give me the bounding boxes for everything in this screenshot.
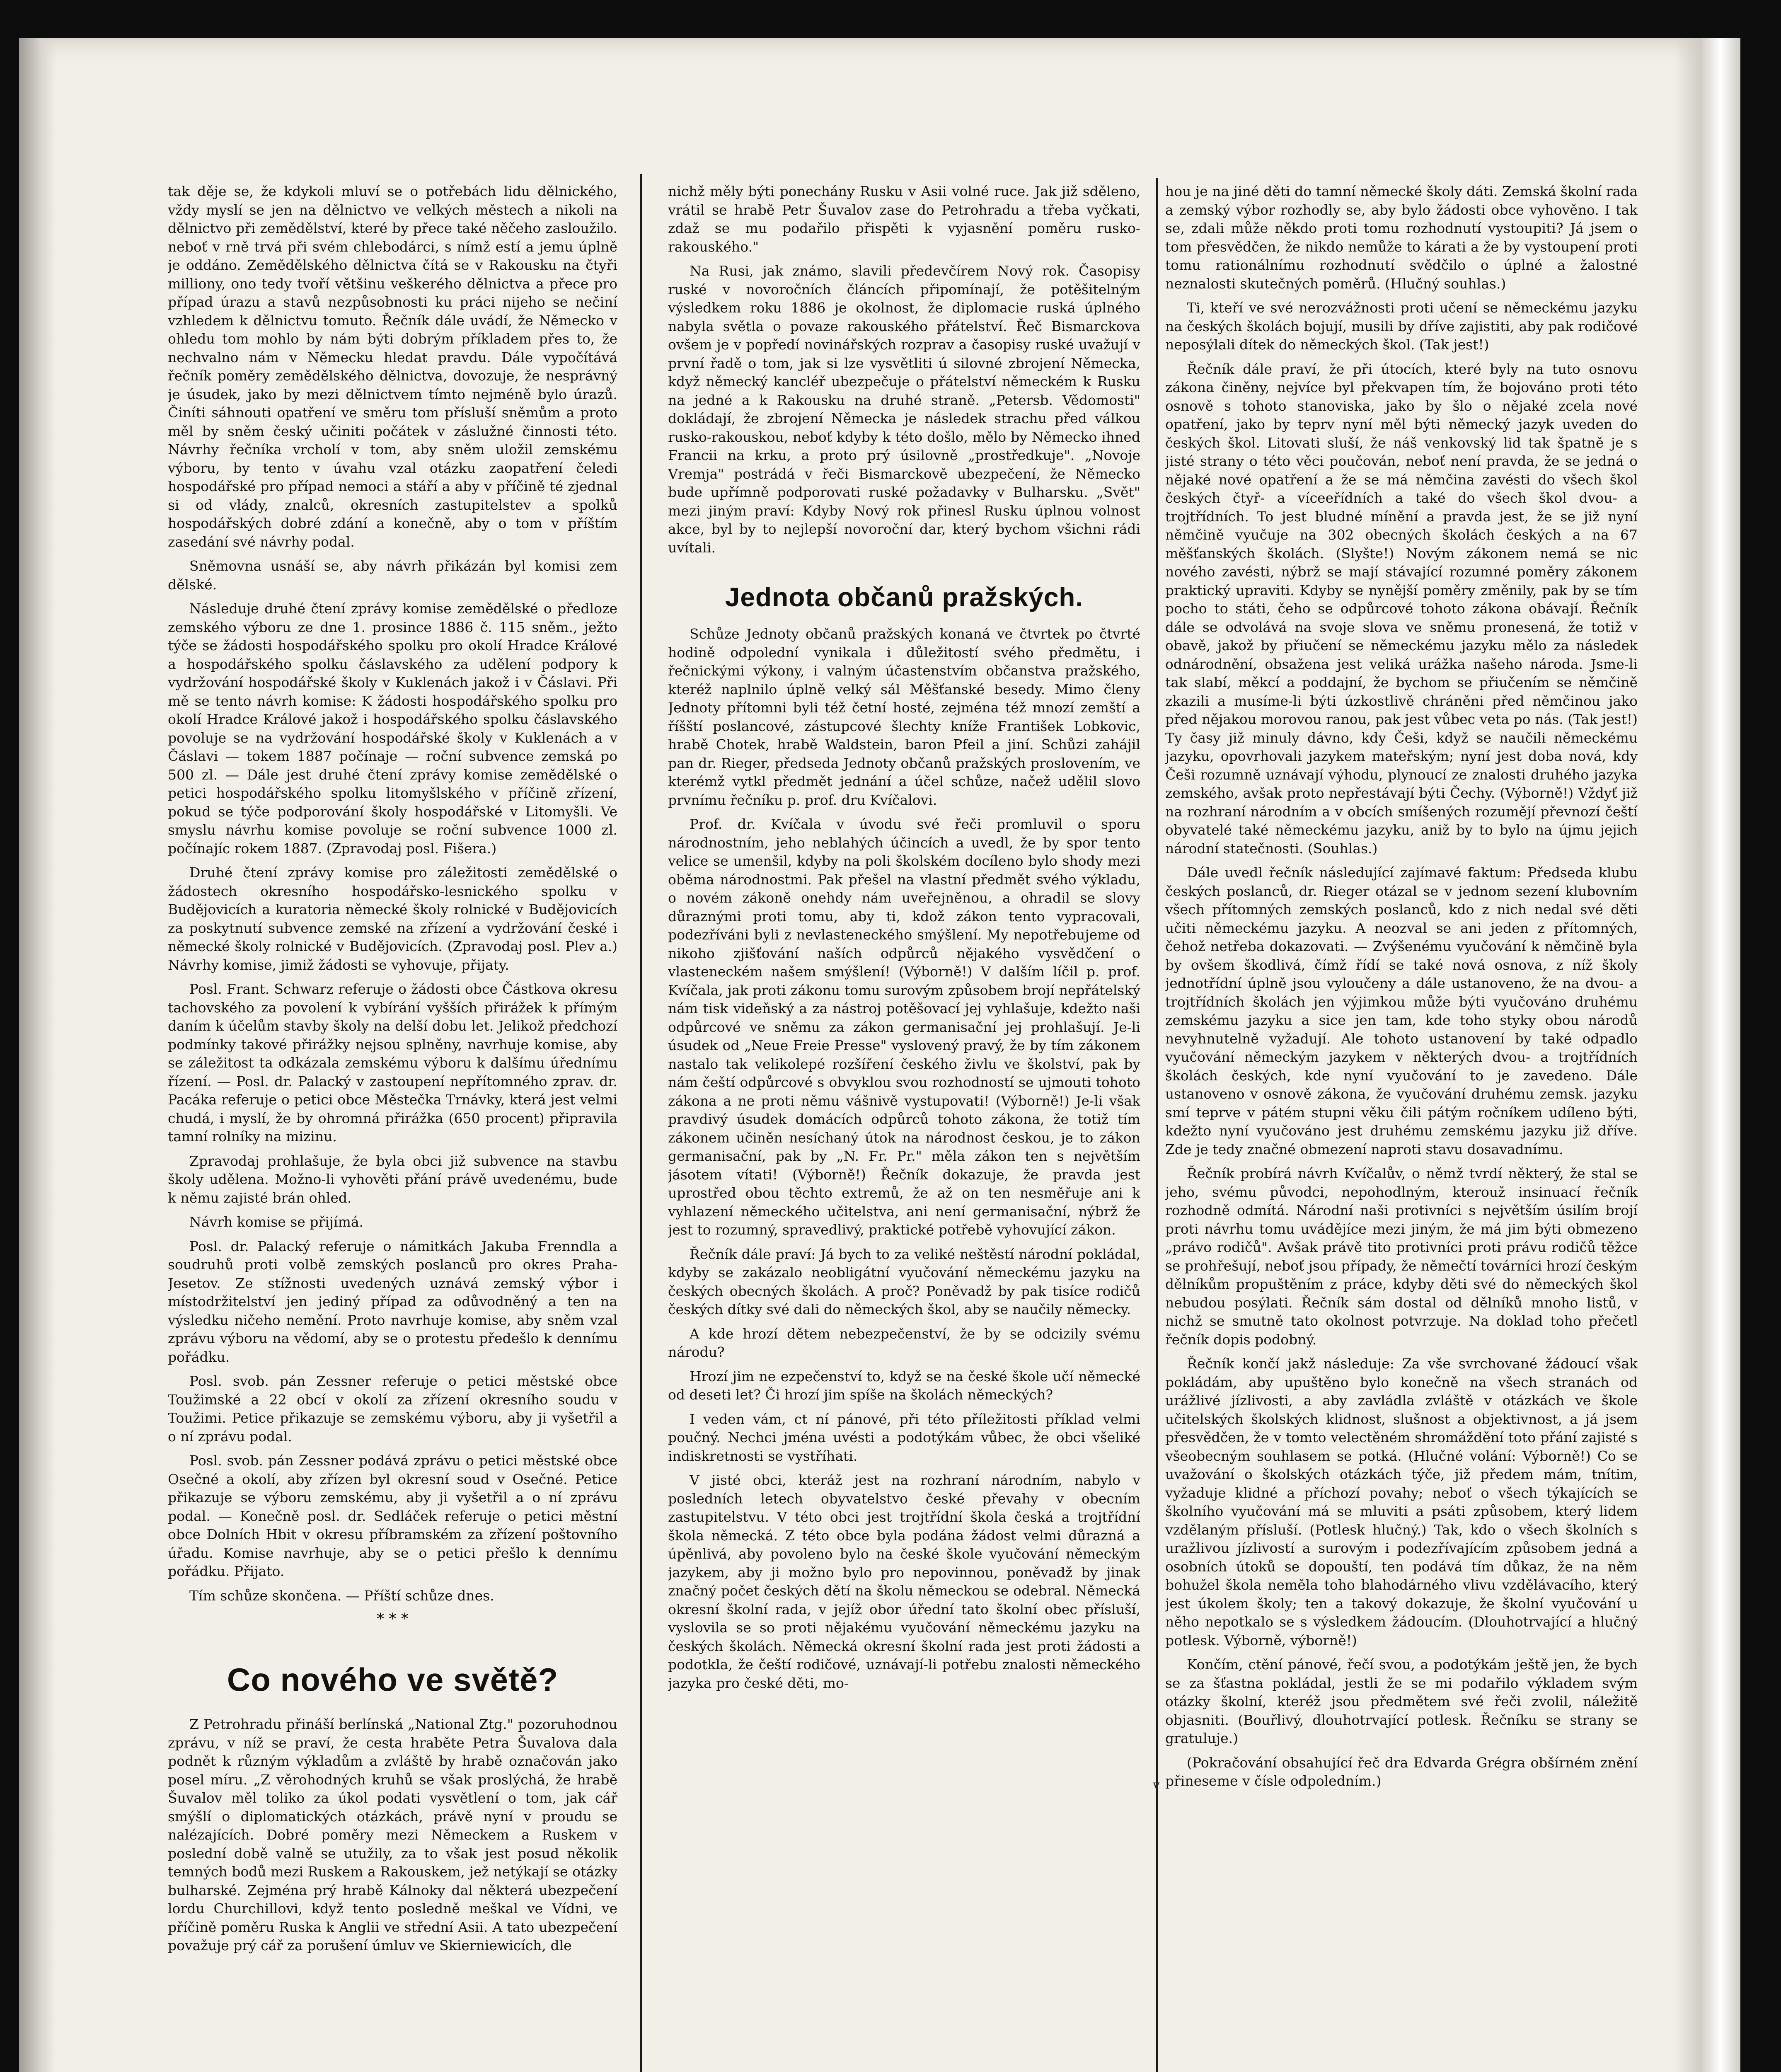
article-paragraph: Návrh komise se přijímá. xyxy=(189,1214,364,1230)
article-paragraph: A kde hrozí dětem nebezpečenství, že by se odcizily svému národu? xyxy=(668,1325,1140,1360)
section-heading-jednota: Jednota občanů pražských. xyxy=(725,582,1084,612)
article-paragraph: Zpravodaj prohlašuje, že byla obci již subvence na stavbu školy udělena. Možno-li vyhověti přání právě uvedenému, bude k němu zajisté brán ohled. xyxy=(168,1152,617,1206)
article-paragraph: (Pokračování obsahující řeč dra Edvarda Grégra obšírném znění přineseme v čísle odpoledním.) xyxy=(1165,1754,1638,1789)
article-paragraph: Druhé čtení zprávy komise pro záležitosti zemědělské o žádostech okresního hospodářsko-lesnického spolku v Budějovicích a kuratoria německé školy rolnické v Budějovicích za poskytnutí subvence zemské na zřízení a vydržování české i německé školy rolnické v Budějovicích. (Zpravodaj posl. Plev a.) Návrhy komise, jimiž žádosti se vyhovuje, přijaty. xyxy=(168,864,617,973)
article-paragraph: Ti, kteří ve své nerozvážnosti proti učení se německému jazyku na českých školách bojují, musili by dříve zajistiti, aby pak rodičové neposýlali dítek do německých škol. (Tak jest!) xyxy=(1165,300,1638,353)
article-paragraph: nichž měly býti ponechány Rusku v Asii volné ruce. Jak již sděleno, vrátil se hrabě Petr Šuvalov zase do Petrohradu a třeba vyčkati, zdaž se mu podařilo přispěti k vyjasnění poměru rusko-rakouského." xyxy=(668,183,1140,255)
column-3 xyxy=(1165,182,1638,2072)
page-edge-strip xyxy=(1674,38,1740,2072)
article-paragraph: Tím schůze skončena. — Příští schůze dnes. xyxy=(189,1587,494,1604)
article-paragraph: Z Petrohradu přináší berlínská „National Ztg." pozoruhodnou zprávu, v níž se praví, že cesta hraběte Petra Šuvalova dala podnět k různým výkladům a zvláště by hrabě označován jako posel míru. „Z věrohodných kruhů se však proslýchá, že hrabě Šuvalov měl toliko za úkol podati vysvětlení o tom, jak cář smýšlí o diplomatických otázkách, právě nyní v proudu se nalézajících. Dobré poměry mezi Německem a Ruskem v poslední době valně se utužily, za to však jest posud několik temných bodů mezi Ruskem a Rakouskem, jež netýkají se otázky bulharské. Zejména prý hrabě Kálnoky dal některá ubezpečení lordu Churchillovi, když tento posledně meškal ve Vídni, ve příčině poměru Ruska k Anglii ve střední Asii. A tato ubezpečení považuje prý cář za porušení úmluv ve Skierniewicích, dle xyxy=(168,1716,617,1953)
article-paragraph: Posl. Frant. Schwarz referuje o žádosti obce Částkova okresu tachovského za povolení k vybírání vyšších přirážek k přímým daním k účelům stavby školy na delší dobu let. Jelikož předchozí podmínky takové přirážky nejsou splněny, navrhuje komise, aby se záležitost ta odkázala zemskému výboru k dalšímu úřednímu řízení. — Posl. dr. Palacký v zastoupení nepřítomného zprav. dr. Pacáka referuje o petici obce Městečka Trnávky, která jest velmi chudá, i myslí, že by ohromná přirážka (650 procent) připravila tamní rolníky na mizinu. xyxy=(168,981,617,1145)
article-paragraph: Schůze Jednoty občanů pražských konaná ve čtvrtek po čtvrté hodině odpolední vynikala i důležitostí svého předmětu, i řečnickými výkony, i valným účastenstvím občanstva pražského, kteréž naplnilo úplně velký sál Měšťanské besedy. Mimo členy Jednoty přítomni byli též četní hosté, zejména též mnozí zemští a říšští poslancové, zástupcové šlechty kníže František Lobkovic, hrabě Chotek, hrabě Waldstein, baron Pfeil a jiní. Schůzi zahájil pan dr. Rieger, předseda Jednoty občanů pražských proslovením, ve kterémž vytkl předmět jednání a účel schůze, načež udělil slovo prvnímu řečníku p. prof. dru Kvíčalovi. xyxy=(668,626,1140,808)
article-paragraph: Prof. dr. Kvíčala v úvodu své řeči promluvil o sporu národnostním, jeho neblahých účincích a uvedl, že by spor tento velice se umenšil, kdyby na poli školském docíleno bylo shody mezi oběma národnostmi. Pak přešel na vlastní předmět svého výkladu, o novém zákoně onehdy nám uveřejněnou, a ohradil se slovy důraznými proti tomu, aby ti, kdož zákon tento vypracovali, podezříváni byli z nevlasteneckého smýšlení. My nepotřebujeme od nikoho zjišťování naších odpůrců nějakého vysvědčení o vlasteneckém našem smýšlení! (Výborně!) V dalším líčil p. prof. Kvíčala, jak proti zákonu tomu surovým způsobem brojí nepřátelský nám tisk videňský a za nástroj potěšovací jej vyhlašuje, kdežto naši odpůrcové ve sněmu za zákon germanisační jej prohlašují. Je-li úsudek od „Neue Freie Presse" vyslovený pravý, že by tím zákonem nastalo tak velikolepé rozšíření českého živlu ve školství, pak by nám čeští odpůrcové s obvyklou svou rozhodností se ujmouti tohoto zákona a ne proti němu vášnivě vystupovati! (Výborně!) Je-li však pravdivý úsudek domácích odpůrců tohoto zákona, že totiž tím zákonem učiněn nesíchaný útok na národnost českou, je to zákon germanisační, pak by „N. Fr. Pr." měla zákon ten s největším jásotem vítati! (Výborně!) Řečník dokazuje, že pravda jest uprostřed obou těchto extremů, že až on ten nesměřuje ani k vyhlazení německého učitelstva, ani není germanisační, nýbrž že jest to rozumný, spravedlivý, praktické potřebě vyhovující zákon. xyxy=(668,816,1140,1238)
article-paragraph: hou je na jiné děti do tamní německé školy dáti. Zemská školní rada a zemský výbor rozhodly se, aby bylo žádosti obce vyhověno. I tak se, zdali může někdo proti tomu rozhodnutí vystoupiti? Já jsem o tom přesvědčen, že nikdo nemůže to kárati a že by vystoupení proti tomu rationálnímu rozhodnutí svědčilo o úplné a žalostné neznalosti skutečných poměrů. (Hlučný souhlas.) xyxy=(1165,183,1638,292)
article-paragraph: tak děje se, že kdykoli mluví se o potřebách lidu dělnického, vždy myslí se jen na dělnictvo ve velkých městech a nikoli na dělnictvo při zemědělství, které by přece také něčeho zasloužilo. neboť v rně trvá při svém chlebodárci, s nímž estí a jemu úplně je oddáno. Zemědělského dělnictva čítá se v Rakousku na čtyři milliony, ono tedy tvoří většinu veškerého dělnictva a přece pro případ úrazu a stavů nezpůsobnosti ku práci nijeho se nečiní vzhledem k dělnictvu tomuto. Řečník dále uvádí, že Německo v ohledu tom mohlo by nám býti dobrým příkladem přes to, že nechvalno nám v Německu hledat pravdu. Dále vypočítává řečník poměry zemědělského dělnictva, dovozuje, že nesprávný je úsudek, jako by mezi dělnictvem tímto nejméně bylo úrazů. Činíti sáhnouti opatření ve směru tom přísluší sněmům a proto měl by sněm český učiniti počátek v záslužné činnosti této. Návrhy řečníka vrcholí v tom, aby sněm uložil zemskému výboru, by tento v úvahu vzal otázku zaopatření čeledi hospodářské pro případ nemoci a stáří a aby v příčině té zjednal si od vlády, znalců, okresních zastupitelstev a spolků hospodářských dobré zdání a konečně, aby o tom v příštím zasedání své návrhy podal. xyxy=(168,183,617,550)
article-paragraph: Posl. svob. pán Zessner referuje o petici městské obce Toužimské a 22 obcí v okolí za zřízení okresního soudu v Toužimi. Petice přikazuje se zemskému výboru, aby ji vyšetřil a o ní zprávu podal. xyxy=(168,1373,617,1445)
article-paragraph: Na Rusi, jak známo, slavili předevčírem Nový rok. Časopisy ruské v novoročních článcích připomínají, že potěšitelným výsledkem roku 1886 je okolnost, že diplomacie ruská úplného nabyla světla o povaze rakouského přátelství. Řeč Bismarckova ovšem je v popředí novinářských rozprav a časopisy ruské uvažují v první řadě o tom, jak si lze vysvětliti ú silovné zbrojení Německa, když německý kancléř ubezpečuje o přátelství německém k Rusku na jedné a k Rakousku na druhé straně. „Petersb. Vědomosti" dokládají, že zbrojení Německa je následek strachu před válkou rusko-rakouskou, neboť kdyby k této došlo, mělo by Německo ihned Francii na krku, a proto prý úsilovně „prostředkuje". „Novoje Vremja" postrádá v řeči Bismarckově ubezpečení, že Německo bude upřímně podporovati ruské požadavky v Bulharsku. „Svět" mezi jiným praví: Kdyby Nový rok přinesl Rusku úplnou volnost akce, byl by to nejlepší novoroční dar, který bychom všichni rádi uvítali. xyxy=(668,263,1140,556)
column-rule-left xyxy=(640,174,642,2072)
article-paragraph: Řečník dále praví: Já bych to za veliké neštěstí národní pokládal, kdyby se zakázalo neobligátní vyučování německému jazyku na českých obecných školách. A proč? Poněvadž by pak tisíce rodičů českých dítky své dali do německých škol, aby se naučily německy. xyxy=(668,1246,1140,1317)
article-paragraph: Řečník dále praví, že při útocích, které byly na tuto osnovu zákona činěny, nejvíce byl překvapen tím, že bojováno proti této osnově s tohoto stanoviska, jako by šlo o nějaké zcela nové opatření, jako by teprv nyní měl býti německý jazyk uveden do českých škol. Litovati sluší, že náš venkovský lid tak špatně je s jisté strany o této věci poučován, neboť není pravda, že se jedná o nějaké nové opatření a že se má němčina zavésti do všech škol českých čtyř- a víceeřídních a také do všech škol dvou- a trojtřídních. To jest bludné mínění a pravda jest, že se již nyní němčině vyučuje na 302 obecných školách českých a na 67 měšťanských školách. (Slyšte!) Novým zákonem nemá se nic nového zavésti, nýbrž se mají stávající rozumné poměry zákonem praktický upraviti. Kdyby se nynější poměry změnily, pak by se tím pocho to státi, čeho se odpůrcové tohoto zákona obávají. Řečník dále se odvolává na svoje slova ve sněmu pronesená, že totiž v obavě, jakož by přiučení se německému jazyku mělo za následek odnárodnění, obsažena jest veliká urážka našeho národa. Jsme-li tak slabí, měkcí a poddajní, že bychom se přiučením se němčině zkazili a musíme-li býti úzkostlivě chráněni před němčinou jako před nějakou morovou ranou, pak jest vůbec veta po nás. (Tak jest!) Ty časy již minuly dávno, kdy Češi, když se naučili německému jazyku, opovrhovali jazykem mateřským; nyní jest doba nová, kdy Češi rozumně uznávají výhodu, plynoucí ze znalosti druhého jazyka zemského, avšak proto nepřestávají býti Čechy. (Výborně!) Vždyť již na rozhraní národním a v obcích smíšených rozumějí převnozí čeští obyvatelé také německému jazyku, aniž by to bylo na újmu jejich národní statečnosti. (Souhlas.) xyxy=(1165,361,1638,857)
article-paragraph: Následuje druhé čtení zprávy komise zemědělské o předloze zemského výboru ze dne 1. prosince 1886 č. 115 sněm., ježto týče se žádosti hospodářského spolku pro okolí Hradce Králové a hospodářského spolku čáslavského za udělení podpory k vydržování hospodářské školy v Kuklenách jakož i v Čáslavi. Při mě se tento návrh komise: K žádosti hospodářského spolku pro okolí Hradce Králové jakož i hospodářského spolku čáslavského povoluje se na vydržování hospodářské školy v Kuklenách a v Čáslavi — tokem 1887 počínaje — roční subvence zemská po 500 zl. — Dále jest druhé čtení zprávy komise zemědělské o petici hospodářského spolku litomyšlského v příčině zřízení, pokud se týče podporování školy hospodářské v Litomyšli. Ve smyslu návrhu komise povoluje se roční subvence 1000 zl. počínajíc rokem 1887. (Zpravodaj posl. Fišera.) xyxy=(168,600,617,857)
column-2 xyxy=(668,182,1140,2072)
article-paragraph: Sněmovna usnáší se, aby návrh přikázán byl komisi zem dělské. xyxy=(168,558,617,593)
column-1 xyxy=(168,182,617,2072)
article-paragraph: Dále uvedl řečník následující zajímavé faktum: Předseda klubu českých poslanců, dr. Rieger otázal se v jednom sezení klubovním všech přítomných zemských poslanců, kdo z nich nedal své děti učiti německému jazyku. A neozval se ani jeden z přítomných, čehož netřeba dokazovati. — Zvýšenému vyučování k němčině byla by ovšem škodlivá, čímž řídí se také nová osnova, z níž školy jednotřídní úplně jsou vyloučeny a dále ustanoveno, že na dvou- a trojtřídních školách jen výjimkou může býti vyučováno druhému zemskému jazyku a sice jen tam, kde toho styky obou národů nevyhnutelně vyžadují. Ale tohoto ustanovení by také odpadlo vyučování německým jazykem v některých dvou- a trojtřídních školách českých, kde nyní vyučování to je zavedeno. Dále ustanoveno v osnově zákona, že vyučování druhému zemsk. jazyku smí teprve v pátém stupni věku čili pátým ročníkem udíleno býti, kdežto nyní vyučováno jest druhému zemskému jazyku již dříve. Zde je tedy značné obmezení naproti stavu dosavadnímu. xyxy=(1165,864,1638,1157)
margin-mark: v xyxy=(1153,1778,1160,1792)
article-paragraph: Řečník končí jakž následuje: Za vše svrchované žádoucí však pokládám, aby upuštěno bylo konečně na všech stranách od urážlivé jízlivosti, a aby zavládla zvláště v otázkách ve škole učitelských školských klidnost, slušnost a objektivnost, a já jsem přesvědčen, že v tomto velectěném shromáždění toto přání zajisté s všeobecným souhlasem se potká. (Hlučné volání: Výborně!) Co se uvažování o školských otázkách týče, již předem mám, tnítim, vyžaduje klidné a příchozí povahy; neboť o všech týkajících se školního vyučování má se mluviti a psáti způsobem, který lidem vzdělaným přísluší. (Potlesk hlučný.) Tak, kdo o všech školních s uražlivou jízlivostí a surovým i podezřívajícím způsobem jedná a osobních útoků se dopouští, ten podává tím důkaz, že na něm bohužel škola neměla toho blahodárného vlivu vzdělávacího, který jest úkolem školy; ten a takový dokazuje, že školní vyučování u něho nepotkalo se s výsledkem žádoucím. (Dlouhotrvající a hlučný potlesk. Výborně, výborně!) xyxy=(1165,1356,1638,1648)
article-paragraph: Řečník probírá návrh Kvíčalův, o němž tvrdí některý, že stal se jeho, svému původci, nepohodlným, kterouž insinuací řečník rozhodně odmítá. Národní naši protivníci s největším úsilím brojí proti návrhu tomu uvádějíce mezi jiným, že má jim býti obmezeno „právo rodičů". Avšak právě tito protivníci proti právu rodičů těžce se prohřešují, neboť jsou případy, že němečtí továrníci hrozí českým dělníkům propuštěním z práce, kdyby děti své do německých škol nebudou posýlati. Řečník sám dostal od dělníků mnoho listů, v nichž se smutně tato okolnost potvrzuje. Na doklad toho přečetl řečník dopis podobný. xyxy=(1165,1165,1638,1348)
article-paragraph: Posl. dr. Palacký referuje o námitkách Jakuba Frenndla a soudruhů proti volbě zemských poslanců pro okres Praha-Jesetov. Ze stížnosti uvedených uznává zemský výbor i místodržitelství jen jediný případ za odůvodněný a ten na výsledku ničeho nemění. Proto navrhuje komise, aby sněm vzal zprávu výboru na vědomí, aby se o protestu předešlo k dennímu pořádku. xyxy=(168,1238,617,1365)
section-heading-co-noveho: Co nového ve světě? xyxy=(227,1661,559,1698)
article-paragraph: Hrozí jim ne ezpečenství to, když se na české škole učí německé od deseti let? Či hrozí jim spíše na školách německých? xyxy=(668,1368,1140,1403)
article-paragraph: Posl. svob. pán Zessner podává zprávu o petici městské obce Osečné a okolí, aby zřízen byl okresní soud v Osečné. Petice přikazuje se výboru zemskému, aby ji vyšetřil a o ní zprávu podal. — Konečně posl. dr. Sedláček referuje o petici městní obce Dolních Hbit v okresu příbramském za zřízení poštovního úřadu. Komise navrhuje, aby se o petici přešlo k dennímu pořádku. Přijato. xyxy=(168,1452,617,1579)
section-divider: * * * xyxy=(377,1611,409,1628)
article-paragraph: I veden vám, ct ní pánové, při této příležitosti příklad velmi poučný. Nechci jména uvésti a podotýkám vůbec, že obci všeliké indiskretnosti se vystříhati. xyxy=(668,1411,1140,1464)
article-paragraph: V jisté obci, kteráž jest na rozhraní národním, nabylo v posledních letech obyvatelstvo české převahy v obecním zastupitelstvu. V této obci jest trojtřídní škola česká a trojtřídní škola německá. Z této obce byla podána žádost velmi důrazná a úpěnlivá, aby povoleno bylo na české škole vyučování německým jazykem, aby ji možno bylo pro nepovinnou, poněvadž by jinak značný počet českých dětí na školu německou se odebral. Německá okresní školní rada, v jejíž obor úřední tato školní obec přísluší, vyslovila se so proti nějakému vyučování německému jazyku na českých školách. Německá okresní školní rada jest proti žádosti a podotkla, že čeští rodičové, uznávají-li potřebu znalosti německého jazyka pro české děti, mo- xyxy=(668,1472,1140,1691)
article-paragraph: Končím, ctění pánové, řečí svou, a podotýkám ještě jen, že bych se za šťastna pokládal, jestli že se mi podařilo výkladem svým otázky školní, kteréž jsou předmětem své řeči zvolil, náležitě objasniti. (Bouřlivý, dlouhotrvající potlesk. Řečníku se strany se gratuluje.) xyxy=(1165,1656,1638,1746)
